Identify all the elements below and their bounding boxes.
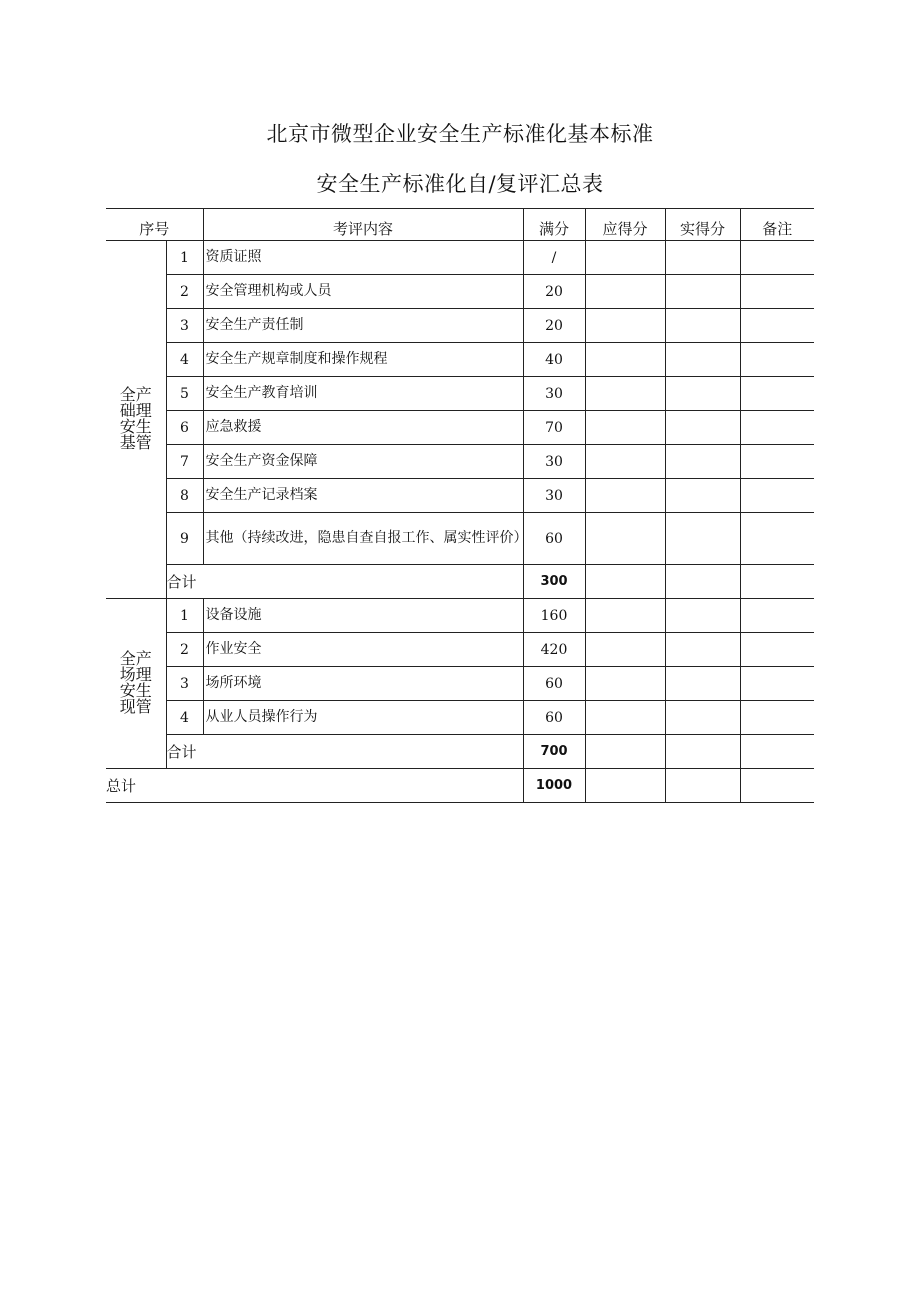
actual-score-cell: [665, 513, 740, 565]
remark-cell: [740, 565, 814, 599]
row-full-score: 60: [523, 667, 585, 701]
table-row: [106, 701, 814, 735]
remark-cell: [740, 479, 814, 513]
due-score-cell: [585, 599, 665, 633]
due-score-cell: [585, 445, 665, 479]
table-row: [106, 667, 814, 701]
document-title: 北京市微型企业安全生产标准化基本标准: [266, 122, 654, 146]
due-score-cell: [585, 735, 665, 769]
row-number: 9: [166, 513, 203, 565]
row-full-score: 30: [523, 479, 585, 513]
actual-score-cell: [665, 667, 740, 701]
row-content: 安全管理机构或人员: [203, 275, 523, 309]
row-full-score: 420: [523, 633, 585, 667]
actual-score-cell: [665, 599, 740, 633]
row-number: 5: [166, 377, 203, 411]
due-score-cell: [585, 667, 665, 701]
group1-label: 全产础理安生基管: [119, 385, 152, 452]
row-number: 2: [166, 633, 203, 667]
row-content: 场所环境: [203, 667, 523, 701]
actual-score-cell: [665, 241, 740, 275]
row-full-score: 30: [523, 377, 585, 411]
row-content: 设备设施: [203, 599, 523, 633]
header-remark: 备注: [740, 209, 814, 241]
remark-cell: [740, 513, 814, 565]
actual-score-cell: [665, 633, 740, 667]
actual-score-cell: [665, 445, 740, 479]
row-number: 1: [166, 599, 203, 633]
row-content: 作业安全: [203, 633, 523, 667]
row-number: 8: [166, 479, 203, 513]
table-row: [106, 275, 814, 309]
remark-cell: [740, 667, 814, 701]
remark-cell: [740, 411, 814, 445]
row-full-score: 20: [523, 275, 585, 309]
header-row: [106, 209, 814, 241]
due-score-cell: [585, 377, 665, 411]
row-number: 2: [166, 275, 203, 309]
row-content: 安全生产责任制: [203, 309, 523, 343]
due-score-cell: [585, 309, 665, 343]
total-value: 1000: [523, 769, 585, 803]
row-content: 安全生产教育培训: [203, 377, 523, 411]
subtotal-label: 合计: [166, 735, 523, 769]
row-number: 6: [166, 411, 203, 445]
due-score-cell: [585, 241, 665, 275]
actual-score-cell: [665, 377, 740, 411]
total-label: 总计: [106, 769, 523, 803]
actual-score-cell: [665, 701, 740, 735]
table-row: [106, 241, 814, 275]
row-full-score: 40: [523, 343, 585, 377]
row-full-score: 70: [523, 411, 585, 445]
table-row: [106, 633, 814, 667]
due-score-cell: [585, 565, 665, 599]
row-full-score: /: [523, 241, 585, 275]
row-number: 3: [166, 667, 203, 701]
table-row: [106, 411, 814, 445]
group2-label-cell: [106, 599, 166, 769]
row-full-score: 30: [523, 445, 585, 479]
header-content: 考评内容: [203, 209, 523, 241]
remark-cell: [740, 343, 814, 377]
subtotal-value: 300: [523, 565, 585, 599]
row-content: 安全生产记录档案: [203, 479, 523, 513]
actual-score-cell: [665, 309, 740, 343]
actual-score-cell: [665, 479, 740, 513]
subtotal-value: 700: [523, 735, 585, 769]
remark-cell: [740, 377, 814, 411]
due-score-cell: [585, 275, 665, 309]
remark-cell: [740, 735, 814, 769]
due-score-cell: [585, 513, 665, 565]
row-number: 4: [166, 701, 203, 735]
remark-cell: [740, 701, 814, 735]
actual-score-cell: [665, 565, 740, 599]
header-seq: 序号: [106, 209, 203, 241]
row-content: 资质证照: [203, 241, 523, 275]
header-due-score: 应得分: [585, 209, 665, 241]
table-row: [106, 479, 814, 513]
actual-score-cell: [665, 411, 740, 445]
table-row: [106, 343, 814, 377]
remark-cell: [740, 633, 814, 667]
row-full-score: 60: [523, 513, 585, 565]
subtotal-label: 合计: [166, 565, 523, 599]
remark-cell: [740, 599, 814, 633]
row-content: 从业人员操作行为: [203, 701, 523, 735]
row-number: 7: [166, 445, 203, 479]
group2-label: 全产场理安生现管: [119, 649, 152, 716]
row-full-score: 20: [523, 309, 585, 343]
document-subtitle: 安全生产标准化自/复评汇总表: [316, 172, 604, 196]
due-score-cell: [585, 411, 665, 445]
due-score-cell: [585, 343, 665, 377]
row-full-score: 60: [523, 701, 585, 735]
actual-score-cell: [665, 769, 740, 803]
remark-cell: [740, 241, 814, 275]
remark-cell: [740, 445, 814, 479]
due-score-cell: [585, 769, 665, 803]
group1-label-cell: [106, 241, 166, 599]
due-score-cell: [585, 479, 665, 513]
row-number: 1: [166, 241, 203, 275]
table-row: [106, 377, 814, 411]
remark-cell: [740, 309, 814, 343]
remark-cell: [740, 275, 814, 309]
row-number: 3: [166, 309, 203, 343]
due-score-cell: [585, 701, 665, 735]
actual-score-cell: [665, 343, 740, 377]
due-score-cell: [585, 633, 665, 667]
row-content: 安全生产资金保障: [203, 445, 523, 479]
header-actual-score: 实得分: [665, 209, 740, 241]
header-full-score: 满分: [523, 209, 585, 241]
row-full-score: 160: [523, 599, 585, 633]
table-row: [106, 599, 814, 633]
table-row: [106, 309, 814, 343]
row-content: 应急救援: [203, 411, 523, 445]
table-row: [106, 445, 814, 479]
row-number: 4: [166, 343, 203, 377]
subtotal-row: [106, 565, 814, 599]
subtotal-row: [106, 735, 814, 769]
actual-score-cell: [665, 735, 740, 769]
remark-cell: [740, 769, 814, 803]
table-row: [106, 513, 814, 565]
actual-score-cell: [665, 275, 740, 309]
row-content: 安全生产规章制度和操作规程: [203, 343, 523, 377]
summary-table: [106, 208, 814, 803]
row-content: 其他（持续改进，隐患自查自报工作、属实性评价）: [203, 513, 523, 565]
total-row: [106, 769, 814, 803]
